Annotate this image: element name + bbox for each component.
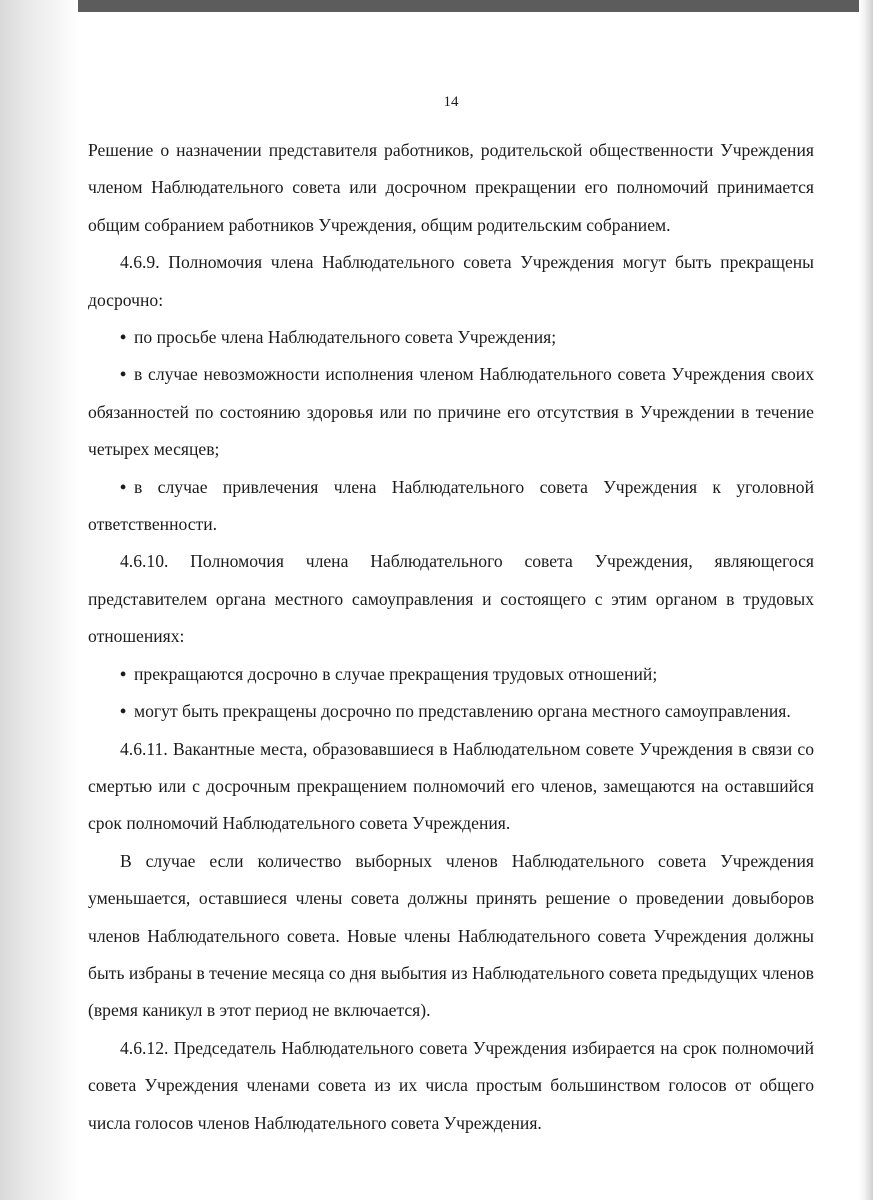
document-text (88, 92, 814, 1142)
list-item (88, 319, 814, 356)
list-item (88, 469, 814, 544)
bullet-icon: • (120, 476, 127, 497)
list-item-text: в случае привлечения члена Наблюдательного совета Учреждения к уголовной ответственности. (88, 476, 814, 535)
list-item-text: могут быть прекращены досрочно по представлению органа местного самоуправления. (134, 701, 791, 722)
paragraph-4-6-9: 4.6.9. Полномочия члена Наблюдательного совета Учреждения могут быть прекращены досрочно: (88, 252, 814, 310)
list-item-text: в случае невозможности исполнения членом Наблюдательного совета Учреждения своих обязанностей по состоянию здоровья или по причине его отсутствия в Учреждении в течение четырех месяцев; (88, 364, 814, 460)
paragraph-4-6-11: 4.6.11. Вакантные места, образовавшиеся в Наблюдательном совете Учреждения в связи со смертью или с досрочным прекращением полномочий его членов, замещаются на оставшийся срок полномочий Наблюдательного совета Учреждения. (88, 738, 814, 834)
bullet-icon: • (120, 701, 127, 722)
paragraph-4-6-10: 4.6.10. Полномочия члена Наблюдательного совета Учреждения, являющегося представителем органа местного самоуправления и состоящего с этим органом в трудовых отношениях: (88, 551, 814, 647)
scanner-top-edge (0, 0, 873, 12)
bullet-icon: • (120, 364, 127, 385)
list-item-text: прекращаются досрочно в случае прекращения трудовых отношений; (134, 663, 658, 684)
paragraph-vacancy-elections: В случае если количество выборных членов Наблюдательного совета Учреждения уменьшается, оставшиеся члены совета должны принять решение о проведении довыборов членов Наблюдательного совета. Новые члены Наблюдательного совета Учреждения должны быть избраны в течение месяца со дня выбытия из Наблюдательного совета предыдущих членов (время каникул в этот период не включается). (88, 850, 814, 1021)
bullet-icon: • (120, 327, 127, 348)
page-number: 14 (443, 94, 459, 110)
list-item (88, 693, 814, 730)
page-right-edge (859, 0, 873, 1200)
paragraph-4-6-12: 4.6.12. Председатель Наблюдательного совета Учреждения избирается на срок полномочий совета Учреждения членами совета из их числа простым большинством голосов от общего числа голосов членов Наблюдательного совета Учреждения. (88, 1037, 814, 1133)
paragraph-representative-appointment: Решение о назначении представителя работников, родительской общественности Учреждения членом Наблюдательного совета или досрочном прекращении его полномочий принимается общим собранием работников Учреждения, общим родительским собранием. (88, 140, 814, 235)
bullet-icon: • (120, 663, 127, 684)
list-item (88, 656, 814, 693)
list-item-text: по просьбе члена Наблюдательного совета Учреждения; (134, 327, 557, 348)
binding-shadow (0, 0, 78, 1200)
list-item (88, 356, 814, 468)
